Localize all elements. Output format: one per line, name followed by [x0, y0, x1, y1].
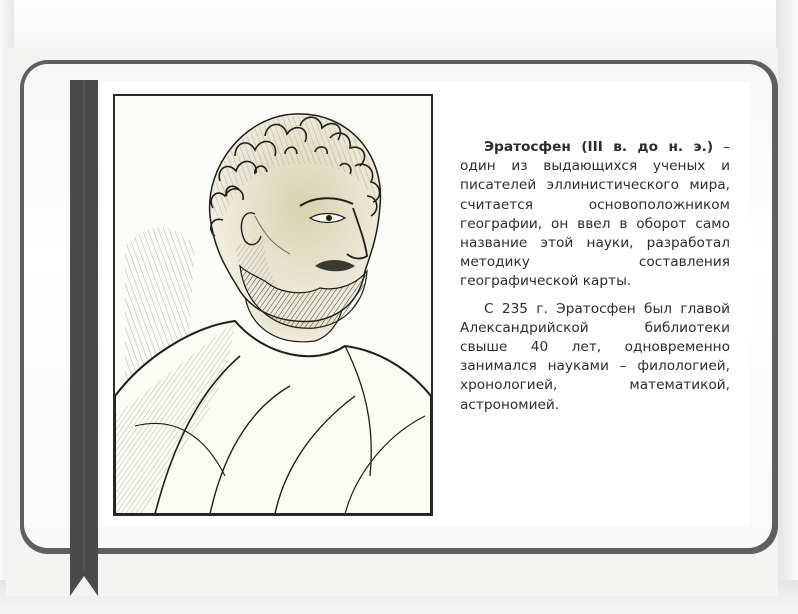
paragraph-library: С 235 г. Эратосфен был главой Александрийской библиотеки свыше 40 лет, одновременно занимался науками – филологией, хронологией, математикой, астрономией. — [460, 300, 730, 413]
paragraph-biography — [460, 138, 730, 292]
portrait-engraving — [113, 94, 433, 516]
subject-name: Эратосфен (III в. до н. э.) — [484, 139, 714, 155]
plaque-text — [460, 138, 730, 415]
biography-text: – один из выдающихся ученых и писателей эллинистического мира, считается основоположником географии, он ввел в оборот само название этой науки, разработал методику составления географической карты. — [460, 139, 730, 290]
portrait-image — [115, 96, 431, 514]
